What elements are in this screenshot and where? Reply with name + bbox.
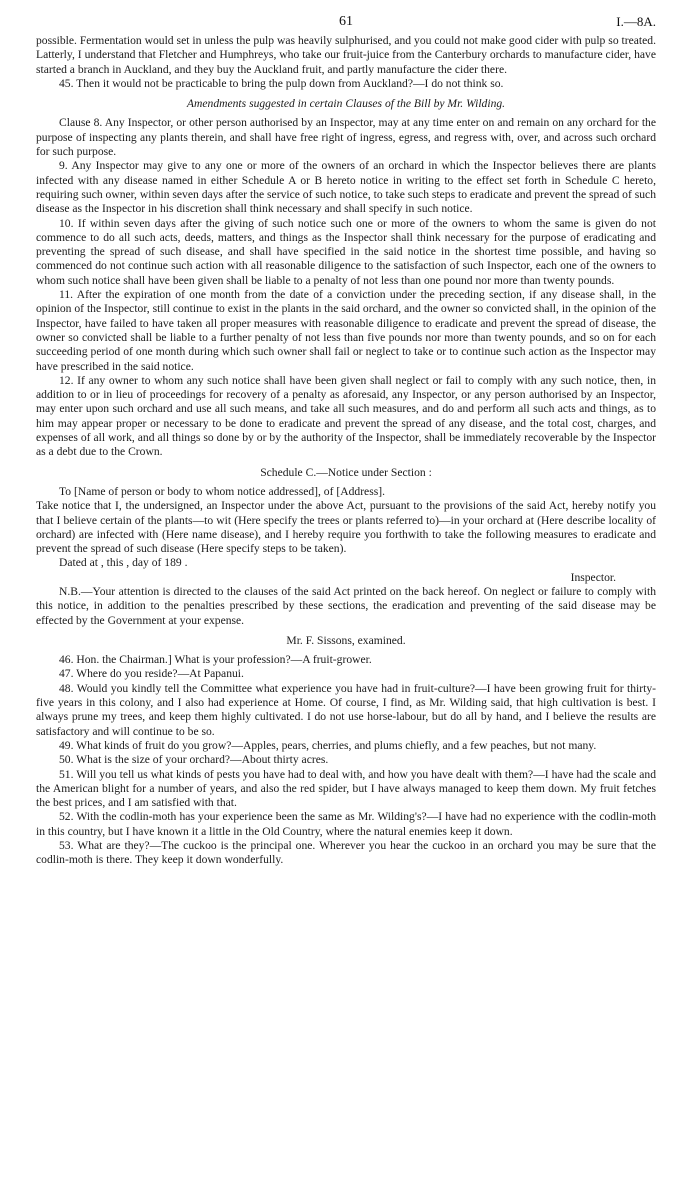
schedule-heading: Schedule C.—Notice under Section :: [260, 465, 432, 479]
question-50: 50. What is the size of your orchard?—About thirty acres.: [59, 753, 329, 767]
paragraph: possible. Fermentation would set in unless the pulp was heavily sulphurised, and you could not make good cider with pulp so treated. Latterly, I understand that Fletcher and Humphreys, who take our fruit-juice from the Canterbury orchards to manufacture cider, have started a branch in Auckland, and they buy the Auckland fruit, and partly manufacture the cider there.: [36, 34, 656, 76]
clause-8: Clause 8. Any Inspector, or other person authorised by an Inspector, may at any time enter on and remain on any orchard for the purpose of inspecting any plants therein, and shall have free right of ingress, egress, and regress with, over, and across such orchard for such purpose.: [36, 116, 656, 159]
amendments-heading: Amendments suggested in certain Clauses of the Bill by Mr. Wilding.: [186, 97, 506, 111]
clause-12: 12. If any owner to whom any such notice shall have been given shall neglect or fail to comply with any such notice, then, in addition to or in lieu of proceedings for recovery of a penalty as aforesaid, any Inspector, or any person authorised by an Inspector, may enter upon such orchard and use all such means, and take all such measures, and do and perform all such acts and things, as to him may appear proper or necessary to be done to eradicate and prevent the spread of any disease, and the total cost, charges, and expenses of all work, and all things so done by or by the authority of the Inspector, shall be immediately recoverable by the Inspector as a debt due to the Crown.: [36, 373, 656, 459]
examination-heading: Mr. F. Sissons, examined.: [286, 633, 406, 647]
schedule-dated: Dated at , this , day of 189 .: [59, 556, 188, 570]
question-46: 46. Hon. the Chairman.] What is your profession?—A fruit-grower.: [59, 653, 372, 667]
schedule-to-line: To [Name of person or body to whom notice addressed], of [Address].: [59, 484, 385, 498]
question-45: 45. Then it would not be practicable to bring the pulp down from Auckland?—I do not think so.: [59, 76, 504, 90]
schedule-notice: Take notice that I, the undersigned, an Inspector under the above Act, pursuant to the provisions of the said Act, hereby notify you that I believe certain of the plants—to wit (Here specify the trees or plants referred to)—in your orchard at (Here describe locality of orchard) are infected with (Here name disease), and I hereby require you forthwith to take the following measures to eradicate and prevent the spread of such disease (Here specify steps to be taken).: [36, 499, 656, 556]
clause-9: 9. Any Inspector may give to any one or more of the owners of an orchard in which the Inspector believes there are plants infected with any disease named in either Schedule A or B hereto notice in writing to the effect set forth in Schedule C hereto, requiring such owner, within seven days after the service of such notice, to take such steps to eradicate and prevent the spread of such disease as the Inspector in his discretion shall think necessary and shall specify in such notice.: [36, 159, 656, 216]
clause-10: 10. If within seven days after the giving of such notice such one or more of the owners to whom the same is given do not commence to do all such acts, deeds, matters, and things as the Inspector shall think necessary for the purpose of eradicating and preventing the spread of such disease, and shall have specified in the said notice in the shortest time possible, and having so commenced do not continue such action with all reasonable diligence to the satisfaction of such Inspector, each one of the owners to whom such notice shall have been given shall be liable to a penalty of not less than one pound nor more than twenty pounds.: [36, 216, 656, 287]
page-header: [36, 14, 656, 32]
question-53: 53. What are they?—The cuckoo is the principal one. Wherever you hear the cuckoo in an orchard you may be sure that the codlin-moth is there. They keep it down wonderfully.: [36, 839, 656, 867]
schedule-signature: Inspector.: [570, 570, 616, 584]
question-49: 49. What kinds of fruit do you grow?—Apples, pears, cherries, and plums chiefly, and a few peaches, but not many.: [59, 738, 597, 752]
question-47: 47. Where do you reside?—At Papanui.: [59, 667, 244, 681]
question-51: 51. Will you tell us what kinds of pests you have had to deal with, and how you have dealt with them?—I have had the scale and the American blight for a number of years, and also the red spider, but I have always managed to keep them down. My fruit fetches the best prices, and I am satisfied with that.: [36, 767, 656, 810]
clause-11: 11. After the expiration of one month from the date of a conviction under the preceding section, if any disease shall, in the opinion of the Inspector, still continue to exist in the plants in the said orchard, and the owner so convicted shall, in the opinion of the Inspector, have failed to have taken all proper measures with reasonable diligence to eradicate and prevent the spread of disease, the owner so convicted shall be liable to a further penalty of not less than five pounds nor more than twenty pounds, and so on for each succeeding period of one month during which such owner shall fail or neglect to take or to continue such action as the Inspector may have prescribed in the said notice.: [36, 288, 656, 373]
question-48: 48. Would you kindly tell the Committee what experience you have had in fruit-culture?—I have been growing fruit for thirty-five years in this colony, and I also had experience at Home. Of course, I find, as Mr. Wilding said, that high cultivation is best. I always prune my trees, and keep them highly cultivated. I do not use horse-labour, but do all by hand, and I believe the results are satisfactory and will continue to be so.: [36, 681, 656, 738]
page-number: 61: [339, 14, 353, 29]
page-body: [36, 34, 656, 868]
schedule-nb: N.B.—Your attention is directed to the clauses of the said Act printed on the back hereof. On neglect or failure to comply with this notice, in addition to the penalties prescribed by these sections, the eradication and preventing of the said disease may be effected by the Government at your expense.: [36, 584, 656, 627]
question-52: 52. With the codlin-moth has your experience been the same as Mr. Wilding's?—I have had no experience with the codlin-moth in this country, but I have known it a little in the Old Country, where the natural enemies keep it down.: [36, 810, 656, 838]
document-reference: I.—8A.: [616, 14, 656, 29]
